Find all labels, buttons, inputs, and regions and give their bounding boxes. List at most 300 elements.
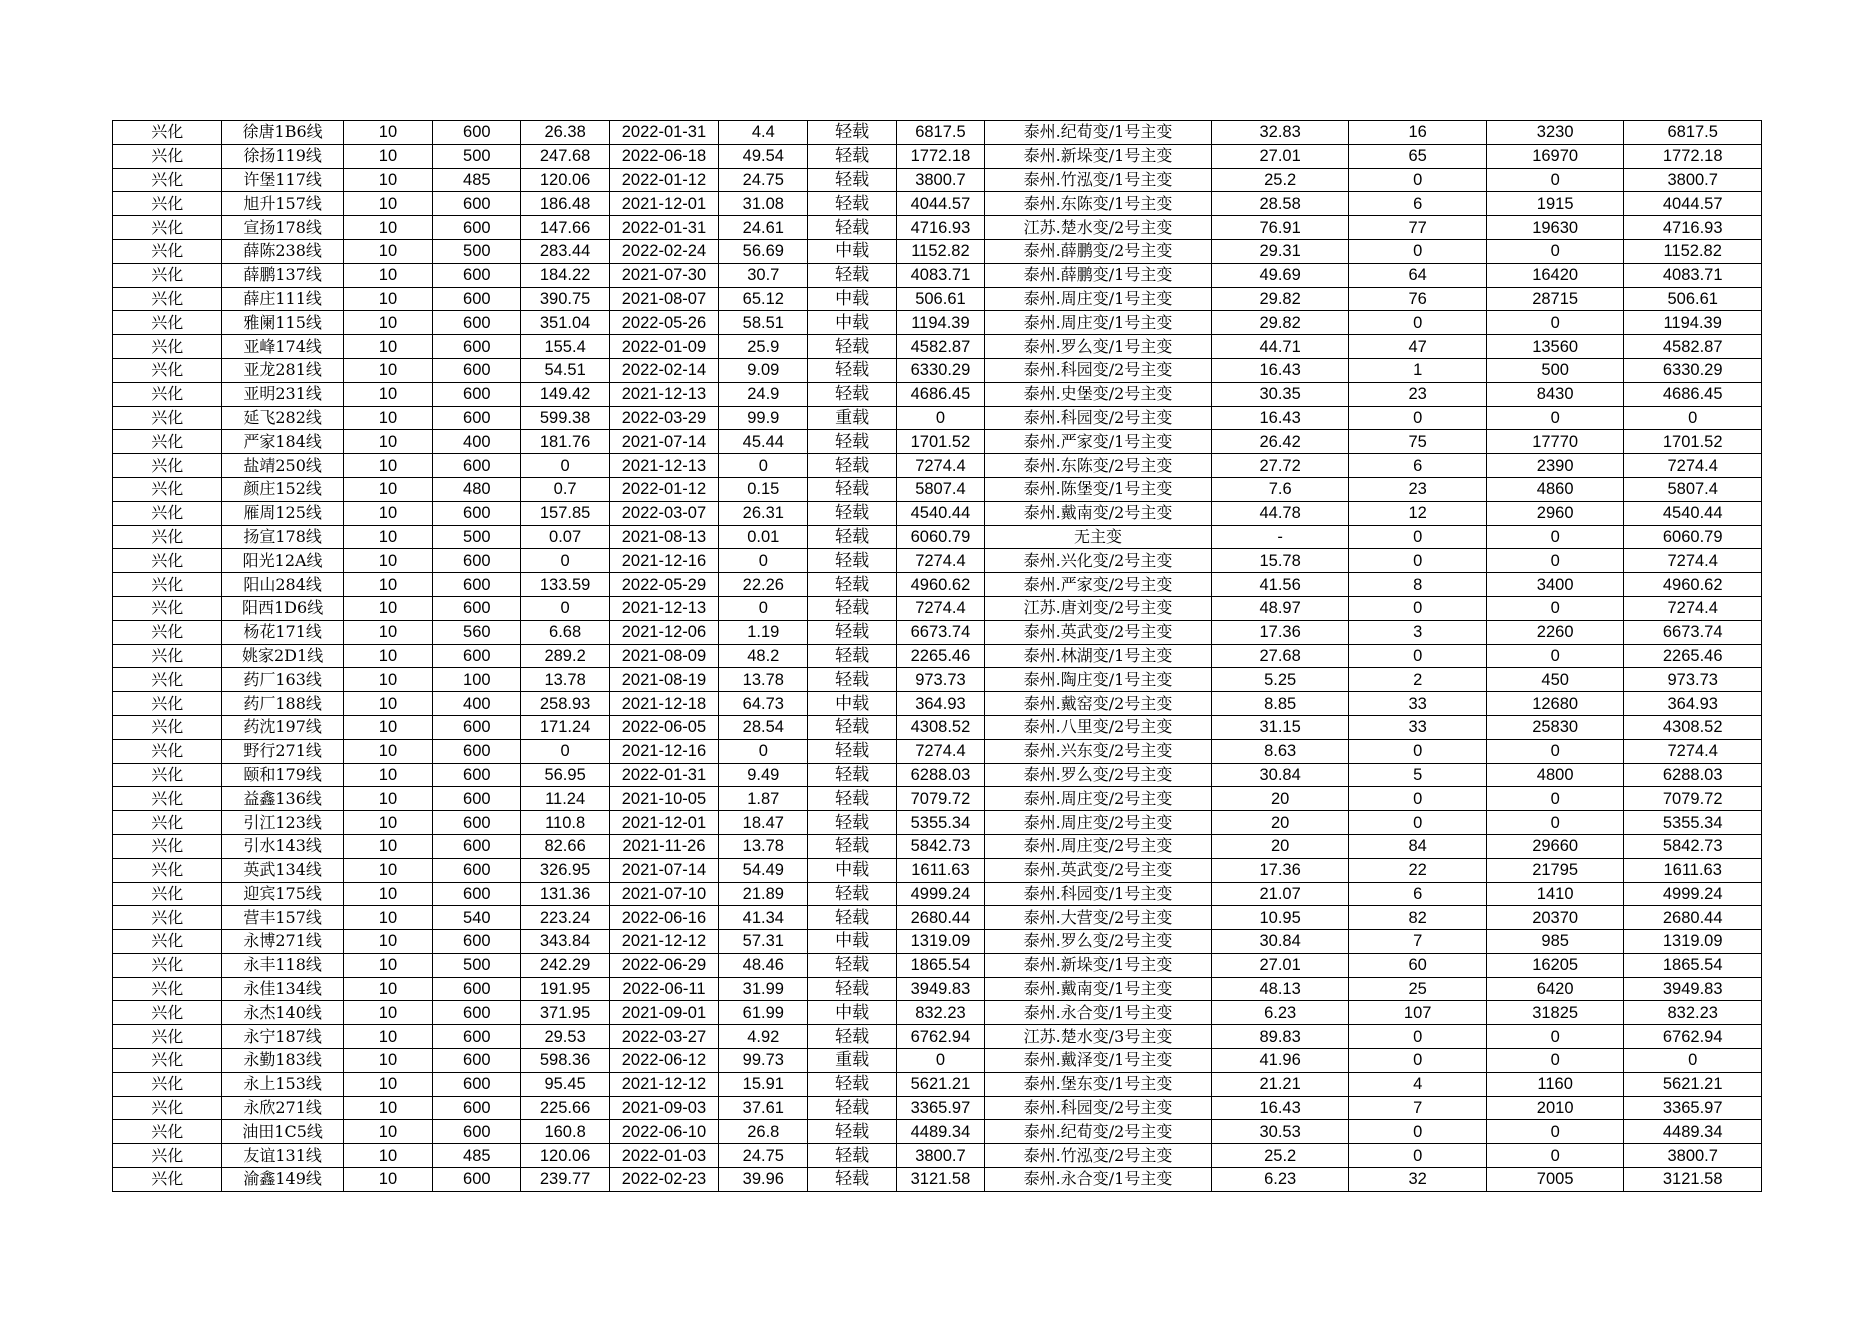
- available-capacity-cell: 6330.29: [896, 358, 984, 382]
- region-cell: 兴化: [113, 287, 222, 311]
- capacity-sum-cell: 6420: [1486, 977, 1624, 1001]
- load-level-cell: 轻载: [808, 953, 896, 977]
- transformer-rate-cell: 48.97: [1211, 596, 1349, 620]
- region-cell: 兴化: [113, 1096, 222, 1120]
- capacity-sum-cell: 0: [1486, 311, 1624, 335]
- capacity-sum-cell: 0: [1486, 787, 1624, 811]
- transformer-cell: 泰州.纪荀变/2号主变: [985, 1120, 1212, 1144]
- remaining-cell: 973.73: [1624, 668, 1762, 692]
- available-capacity-cell: 3800.7: [896, 1144, 984, 1168]
- line-name-cell: 英武134线: [222, 858, 343, 882]
- transformer-rate-cell: 29.82: [1211, 311, 1349, 335]
- region-cell: 兴化: [113, 930, 222, 954]
- date-cell: 2021-07-14: [609, 858, 718, 882]
- load-rate-cell: 37.61: [719, 1096, 808, 1120]
- transformer-rate-cell: 25.2: [1211, 168, 1349, 192]
- date-cell: 2022-03-29: [609, 406, 718, 430]
- date-cell: 2022-01-09: [609, 335, 718, 359]
- capacity-sum-cell: 3400: [1486, 573, 1624, 597]
- load-rate-cell: 26.31: [719, 501, 808, 525]
- remaining-cell: 3800.7: [1624, 1144, 1762, 1168]
- available-capacity-cell: 4540.44: [896, 501, 984, 525]
- voltage-cell: 10: [343, 525, 432, 549]
- transformer-cell: 泰州.史堡变/2号主变: [985, 382, 1212, 406]
- remaining-cell: 4960.62: [1624, 573, 1762, 597]
- table-row: [113, 811, 1762, 835]
- load-rate-cell: 26.8: [719, 1120, 808, 1144]
- capacity-cell: 600: [433, 382, 521, 406]
- region-cell: 兴化: [113, 858, 222, 882]
- line-name-cell: 药沈197线: [222, 715, 343, 739]
- region-cell: 兴化: [113, 239, 222, 263]
- capacity-sum-cell: 20370: [1486, 906, 1624, 930]
- capacity-sum-cell: 2010: [1486, 1096, 1624, 1120]
- available-capacity-cell: 1611.63: [896, 858, 984, 882]
- max-load-cell: 258.93: [521, 692, 609, 716]
- capacity-cell: 600: [433, 454, 521, 478]
- capacity-sum-cell: 450: [1486, 668, 1624, 692]
- load-level-cell: 轻载: [808, 525, 896, 549]
- load-level-cell: 轻载: [808, 596, 896, 620]
- load-level-cell: 轻载: [808, 811, 896, 835]
- count-cell: 0: [1349, 406, 1487, 430]
- table-row: [113, 239, 1762, 263]
- region-cell: 兴化: [113, 596, 222, 620]
- max-load-cell: 343.84: [521, 930, 609, 954]
- transformer-cell: 泰州.兴化变/2号主变: [985, 549, 1212, 573]
- line-name-cell: 宣扬178线: [222, 216, 343, 240]
- transformer-cell: 泰州.薛鹏变/1号主变: [985, 263, 1212, 287]
- max-load-cell: 6.68: [521, 620, 609, 644]
- load-level-cell: 轻载: [808, 1096, 896, 1120]
- voltage-cell: 10: [343, 930, 432, 954]
- region-cell: 兴化: [113, 1049, 222, 1073]
- transformer-cell: 泰州.周庄变/1号主变: [985, 287, 1212, 311]
- load-rate-cell: 64.73: [719, 692, 808, 716]
- line-name-cell: 杨花171线: [222, 620, 343, 644]
- feeder-load-table: [112, 120, 1762, 1192]
- remaining-cell: 7274.4: [1624, 596, 1762, 620]
- transformer-cell: 江苏.楚水变/3号主变: [985, 1025, 1212, 1049]
- transformer-cell: 泰州.堡东变/1号主变: [985, 1072, 1212, 1096]
- load-rate-cell: 4.4: [719, 121, 808, 145]
- load-level-cell: 轻载: [808, 573, 896, 597]
- max-load-cell: 225.66: [521, 1096, 609, 1120]
- count-cell: 1: [1349, 358, 1487, 382]
- table-row: [113, 834, 1762, 858]
- date-cell: 2022-05-26: [609, 311, 718, 335]
- count-cell: 0: [1349, 787, 1487, 811]
- capacity-cell: 600: [433, 811, 521, 835]
- remaining-cell: 6060.79: [1624, 525, 1762, 549]
- capacity-sum-cell: 2960: [1486, 501, 1624, 525]
- line-name-cell: 严家184线: [222, 430, 343, 454]
- capacity-cell: 500: [433, 953, 521, 977]
- capacity-cell: 600: [433, 1001, 521, 1025]
- line-name-cell: 渝鑫149线: [222, 1168, 343, 1192]
- count-cell: 0: [1349, 549, 1487, 573]
- transformer-cell: 泰州.戴南变/2号主变: [985, 501, 1212, 525]
- table-row: [113, 501, 1762, 525]
- voltage-cell: 10: [343, 335, 432, 359]
- max-load-cell: 11.24: [521, 787, 609, 811]
- max-load-cell: 0: [521, 739, 609, 763]
- capacity-cell: 600: [433, 834, 521, 858]
- line-name-cell: 雅阑115线: [222, 311, 343, 335]
- capacity-cell: 600: [433, 882, 521, 906]
- transformer-cell: 泰州.科园变/2号主变: [985, 1096, 1212, 1120]
- available-capacity-cell: 6060.79: [896, 525, 984, 549]
- transformer-rate-cell: 27.01: [1211, 144, 1349, 168]
- remaining-cell: 7274.4: [1624, 454, 1762, 478]
- table-row: [113, 1072, 1762, 1096]
- count-cell: 0: [1349, 1144, 1487, 1168]
- max-load-cell: 181.76: [521, 430, 609, 454]
- transformer-rate-cell: 21.07: [1211, 882, 1349, 906]
- transformer-cell: 泰州.戴泽变/1号主变: [985, 1049, 1212, 1073]
- line-name-cell: 姚家2D1线: [222, 644, 343, 668]
- load-rate-cell: 24.75: [719, 168, 808, 192]
- transformer-cell: 泰州.永合变/1号主变: [985, 1168, 1212, 1192]
- load-rate-cell: 0: [719, 596, 808, 620]
- voltage-cell: 10: [343, 906, 432, 930]
- line-name-cell: 永宁187线: [222, 1025, 343, 1049]
- date-cell: 2022-06-18: [609, 144, 718, 168]
- load-level-cell: 轻载: [808, 668, 896, 692]
- transformer-cell: 泰州.罗么变/2号主变: [985, 763, 1212, 787]
- remaining-cell: 6817.5: [1624, 121, 1762, 145]
- available-capacity-cell: 7274.4: [896, 739, 984, 763]
- capacity-sum-cell: 31825: [1486, 1001, 1624, 1025]
- transformer-cell: 泰州.东陈变/1号主变: [985, 192, 1212, 216]
- remaining-cell: 6673.74: [1624, 620, 1762, 644]
- available-capacity-cell: 6817.5: [896, 121, 984, 145]
- load-level-cell: 轻载: [808, 501, 896, 525]
- date-cell: 2021-12-12: [609, 1072, 718, 1096]
- remaining-cell: 0: [1624, 406, 1762, 430]
- line-name-cell: 延飞282线: [222, 406, 343, 430]
- region-cell: 兴化: [113, 525, 222, 549]
- voltage-cell: 10: [343, 715, 432, 739]
- transformer-cell: 泰州.陈堡变/1号主变: [985, 477, 1212, 501]
- voltage-cell: 10: [343, 121, 432, 145]
- capacity-cell: 600: [433, 930, 521, 954]
- count-cell: 12: [1349, 501, 1487, 525]
- transformer-cell: 泰州.英武变/2号主变: [985, 858, 1212, 882]
- load-level-cell: 重载: [808, 1049, 896, 1073]
- max-load-cell: 598.36: [521, 1049, 609, 1073]
- load-rate-cell: 0.01: [719, 525, 808, 549]
- region-cell: 兴化: [113, 953, 222, 977]
- load-level-cell: 轻载: [808, 549, 896, 573]
- region-cell: 兴化: [113, 335, 222, 359]
- count-cell: 0: [1349, 811, 1487, 835]
- transformer-cell: 泰州.永合变/1号主变: [985, 1001, 1212, 1025]
- date-cell: 2021-12-12: [609, 930, 718, 954]
- table-row: [113, 1120, 1762, 1144]
- load-level-cell: 中载: [808, 1001, 896, 1025]
- load-rate-cell: 13.78: [719, 668, 808, 692]
- voltage-cell: 10: [343, 596, 432, 620]
- voltage-cell: 10: [343, 1144, 432, 1168]
- remaining-cell: 4044.57: [1624, 192, 1762, 216]
- table-row: [113, 739, 1762, 763]
- count-cell: 7: [1349, 1096, 1487, 1120]
- load-level-cell: 轻载: [808, 216, 896, 240]
- load-level-cell: 中载: [808, 239, 896, 263]
- count-cell: 6: [1349, 192, 1487, 216]
- available-capacity-cell: 6288.03: [896, 763, 984, 787]
- load-level-cell: 重载: [808, 406, 896, 430]
- region-cell: 兴化: [113, 692, 222, 716]
- line-name-cell: 阳光12A线: [222, 549, 343, 573]
- region-cell: 兴化: [113, 1144, 222, 1168]
- voltage-cell: 10: [343, 953, 432, 977]
- capacity-sum-cell: 1160: [1486, 1072, 1624, 1096]
- transformer-rate-cell: 20: [1211, 811, 1349, 835]
- count-cell: 5: [1349, 763, 1487, 787]
- count-cell: 32: [1349, 1168, 1487, 1192]
- load-level-cell: 轻载: [808, 620, 896, 644]
- region-cell: 兴化: [113, 430, 222, 454]
- region-cell: 兴化: [113, 1001, 222, 1025]
- load-rate-cell: 9.49: [719, 763, 808, 787]
- voltage-cell: 10: [343, 1072, 432, 1096]
- region-cell: 兴化: [113, 1025, 222, 1049]
- available-capacity-cell: 1772.18: [896, 144, 984, 168]
- load-rate-cell: 31.08: [719, 192, 808, 216]
- transformer-cell: 泰州.周庄变/2号主变: [985, 811, 1212, 835]
- remaining-cell: 6330.29: [1624, 358, 1762, 382]
- load-rate-cell: 54.49: [719, 858, 808, 882]
- remaining-cell: 1701.52: [1624, 430, 1762, 454]
- transformer-rate-cell: 89.83: [1211, 1025, 1349, 1049]
- line-name-cell: 雁周125线: [222, 501, 343, 525]
- voltage-cell: 10: [343, 834, 432, 858]
- line-name-cell: 扬宣178线: [222, 525, 343, 549]
- region-cell: 兴化: [113, 668, 222, 692]
- date-cell: 2022-03-27: [609, 1025, 718, 1049]
- table-row: [113, 882, 1762, 906]
- voltage-cell: 10: [343, 454, 432, 478]
- max-load-cell: 0: [521, 549, 609, 573]
- capacity-cell: 400: [433, 692, 521, 716]
- capacity-sum-cell: 0: [1486, 239, 1624, 263]
- load-level-cell: 轻载: [808, 168, 896, 192]
- capacity-cell: 600: [433, 977, 521, 1001]
- count-cell: 0: [1349, 739, 1487, 763]
- load-rate-cell: 0: [719, 739, 808, 763]
- line-name-cell: 引江123线: [222, 811, 343, 835]
- load-level-cell: 轻载: [808, 1120, 896, 1144]
- capacity-sum-cell: 16420: [1486, 263, 1624, 287]
- region-cell: 兴化: [113, 382, 222, 406]
- load-level-cell: 轻载: [808, 763, 896, 787]
- transformer-rate-cell: 16.43: [1211, 358, 1349, 382]
- date-cell: 2022-06-05: [609, 715, 718, 739]
- table-row: [113, 549, 1762, 573]
- date-cell: 2021-12-13: [609, 596, 718, 620]
- table-row: [113, 620, 1762, 644]
- transformer-rate-cell: 30.35: [1211, 382, 1349, 406]
- voltage-cell: 10: [343, 763, 432, 787]
- transformer-cell: 泰州.兴东变/2号主变: [985, 739, 1212, 763]
- available-capacity-cell: 1701.52: [896, 430, 984, 454]
- line-name-cell: 药厂163线: [222, 668, 343, 692]
- capacity-cell: 500: [433, 239, 521, 263]
- remaining-cell: 5355.34: [1624, 811, 1762, 835]
- max-load-cell: 171.24: [521, 715, 609, 739]
- capacity-sum-cell: 1915: [1486, 192, 1624, 216]
- table-row: [113, 263, 1762, 287]
- remaining-cell: 1865.54: [1624, 953, 1762, 977]
- region-cell: 兴化: [113, 811, 222, 835]
- available-capacity-cell: 5621.21: [896, 1072, 984, 1096]
- load-rate-cell: 58.51: [719, 311, 808, 335]
- load-rate-cell: 57.31: [719, 930, 808, 954]
- table-row: [113, 406, 1762, 430]
- load-level-cell: 中载: [808, 930, 896, 954]
- table-row: [113, 335, 1762, 359]
- max-load-cell: 191.95: [521, 977, 609, 1001]
- table-row: [113, 382, 1762, 406]
- transformer-cell: 泰州.戴窑变/2号主变: [985, 692, 1212, 716]
- date-cell: 2021-08-07: [609, 287, 718, 311]
- available-capacity-cell: 4083.71: [896, 263, 984, 287]
- transformer-rate-cell: 20: [1211, 787, 1349, 811]
- table-row: [113, 953, 1762, 977]
- load-level-cell: 轻载: [808, 977, 896, 1001]
- table-row: [113, 1096, 1762, 1120]
- date-cell: 2022-06-29: [609, 953, 718, 977]
- date-cell: 2021-07-30: [609, 263, 718, 287]
- capacity-cell: 600: [433, 1096, 521, 1120]
- remaining-cell: 4083.71: [1624, 263, 1762, 287]
- capacity-sum-cell: 0: [1486, 1025, 1624, 1049]
- remaining-cell: 5807.4: [1624, 477, 1762, 501]
- table-row: [113, 1049, 1762, 1073]
- transformer-rate-cell: 30.84: [1211, 763, 1349, 787]
- remaining-cell: 1319.09: [1624, 930, 1762, 954]
- capacity-sum-cell: 0: [1486, 406, 1624, 430]
- remaining-cell: 5842.73: [1624, 834, 1762, 858]
- voltage-cell: 10: [343, 406, 432, 430]
- max-load-cell: 283.44: [521, 239, 609, 263]
- line-name-cell: 徐扬119线: [222, 144, 343, 168]
- table-row: [113, 930, 1762, 954]
- max-load-cell: 242.29: [521, 953, 609, 977]
- available-capacity-cell: 7274.4: [896, 549, 984, 573]
- max-load-cell: 0: [521, 454, 609, 478]
- transformer-rate-cell: 16.43: [1211, 406, 1349, 430]
- available-capacity-cell: 5842.73: [896, 834, 984, 858]
- remaining-cell: 3365.97: [1624, 1096, 1762, 1120]
- load-rate-cell: 39.96: [719, 1168, 808, 1192]
- transformer-rate-cell: 16.43: [1211, 1096, 1349, 1120]
- region-cell: 兴化: [113, 501, 222, 525]
- load-rate-cell: 13.78: [719, 834, 808, 858]
- capacity-cell: 600: [433, 335, 521, 359]
- transformer-rate-cell: 8.63: [1211, 739, 1349, 763]
- remaining-cell: 7079.72: [1624, 787, 1762, 811]
- count-cell: 47: [1349, 335, 1487, 359]
- table-row: [113, 454, 1762, 478]
- load-level-cell: 轻载: [808, 1168, 896, 1192]
- transformer-cell: 泰州.新垛变/1号主变: [985, 144, 1212, 168]
- available-capacity-cell: 506.61: [896, 287, 984, 311]
- max-load-cell: 120.06: [521, 168, 609, 192]
- table-row: [113, 311, 1762, 335]
- count-cell: 33: [1349, 692, 1487, 716]
- max-load-cell: 390.75: [521, 287, 609, 311]
- max-load-cell: 223.24: [521, 906, 609, 930]
- load-level-cell: 中载: [808, 858, 896, 882]
- available-capacity-cell: 3800.7: [896, 168, 984, 192]
- region-cell: 兴化: [113, 763, 222, 787]
- count-cell: 6: [1349, 882, 1487, 906]
- remaining-cell: 7274.4: [1624, 739, 1762, 763]
- voltage-cell: 10: [343, 549, 432, 573]
- voltage-cell: 10: [343, 1120, 432, 1144]
- load-level-cell: 轻载: [808, 834, 896, 858]
- remaining-cell: 832.23: [1624, 1001, 1762, 1025]
- max-load-cell: 29.53: [521, 1025, 609, 1049]
- date-cell: 2022-02-14: [609, 358, 718, 382]
- transformer-cell: 泰州.纪荀变/1号主变: [985, 121, 1212, 145]
- date-cell: 2022-02-24: [609, 239, 718, 263]
- load-rate-cell: 0.15: [719, 477, 808, 501]
- transformer-cell: 泰州.周庄变/2号主变: [985, 834, 1212, 858]
- transformer-rate-cell: 28.58: [1211, 192, 1349, 216]
- load-level-cell: 轻载: [808, 144, 896, 168]
- line-name-cell: 永上153线: [222, 1072, 343, 1096]
- count-cell: 0: [1349, 311, 1487, 335]
- capacity-cell: 600: [433, 501, 521, 525]
- max-load-cell: 155.4: [521, 335, 609, 359]
- voltage-cell: 10: [343, 168, 432, 192]
- region-cell: 兴化: [113, 787, 222, 811]
- load-rate-cell: 25.9: [719, 335, 808, 359]
- capacity-sum-cell: 19630: [1486, 216, 1624, 240]
- capacity-sum-cell: 21795: [1486, 858, 1624, 882]
- capacity-cell: 600: [433, 1120, 521, 1144]
- capacity-cell: 540: [433, 906, 521, 930]
- date-cell: 2021-12-16: [609, 549, 718, 573]
- transformer-cell: 泰州.东陈变/2号主变: [985, 454, 1212, 478]
- transformer-rate-cell: 27.01: [1211, 953, 1349, 977]
- load-level-cell: 轻载: [808, 1144, 896, 1168]
- capacity-sum-cell: 0: [1486, 525, 1624, 549]
- capacity-sum-cell: 0: [1486, 1144, 1624, 1168]
- remaining-cell: 4540.44: [1624, 501, 1762, 525]
- count-cell: 65: [1349, 144, 1487, 168]
- capacity-sum-cell: 0: [1486, 549, 1624, 573]
- load-rate-cell: 31.99: [719, 977, 808, 1001]
- capacity-cell: 400: [433, 430, 521, 454]
- voltage-cell: 10: [343, 192, 432, 216]
- table-row: [113, 1025, 1762, 1049]
- load-rate-cell: 18.47: [719, 811, 808, 835]
- available-capacity-cell: 6762.94: [896, 1025, 984, 1049]
- transformer-cell: 江苏.楚水变/2号主变: [985, 216, 1212, 240]
- date-cell: 2021-12-13: [609, 454, 718, 478]
- available-capacity-cell: 4582.87: [896, 335, 984, 359]
- load-level-cell: 轻载: [808, 715, 896, 739]
- load-rate-cell: 41.34: [719, 906, 808, 930]
- date-cell: 2022-01-31: [609, 216, 718, 240]
- table-row: [113, 1001, 1762, 1025]
- load-rate-cell: 45.44: [719, 430, 808, 454]
